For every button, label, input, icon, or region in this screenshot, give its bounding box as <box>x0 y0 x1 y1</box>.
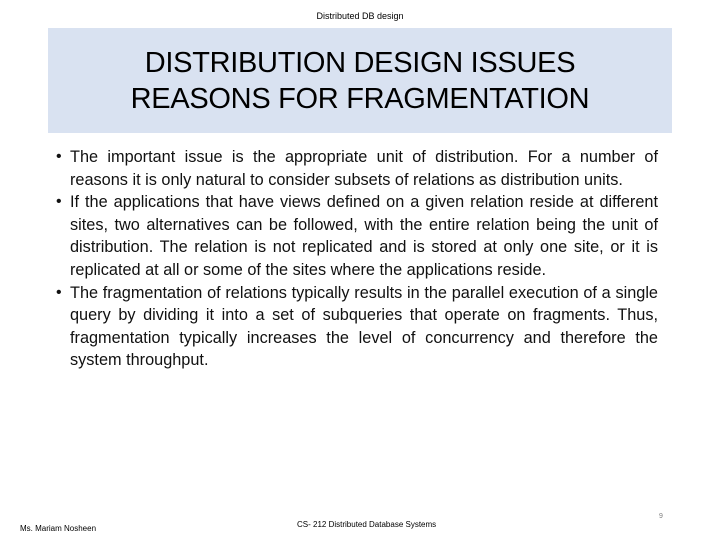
bullet-text: If the applications that have views defined on a given relation reside at different sites, two alternatives can be followed, with the entire relation being the unit of distribution. The relation is not replicated and is stored at only one site, or it is replicated at all or some of the sites where the applications reside. <box>70 193 658 279</box>
footer-course: CS- 212 Distributed Database Systems <box>297 520 437 529</box>
bullet-list <box>54 146 658 372</box>
slide-title-line-1: DISTRIBUTION DESIGN ISSUES <box>144 46 576 79</box>
bullet-text: The important issue is the appropriate unit of distribution. For a number of reasons it is only natural to consider subsets of relations as distribution units. <box>70 148 658 189</box>
bullet-item <box>54 146 658 191</box>
bullet-marker-icon: • <box>56 148 62 165</box>
bullet-marker-icon: • <box>56 283 62 301</box>
title-band <box>48 28 672 133</box>
bullet-item <box>54 282 658 372</box>
footer-author: Ms. Mariam Nosheen <box>20 524 97 533</box>
page-number: 9 <box>659 513 663 520</box>
bullet-text: The fragmentation of relations typically results in the parallel execution of a single query by dividing it into a set of subqueries that operate on fragments. Thus, fragmentation typically increases the level of concurrency and therefore the system throughput. <box>70 283 658 370</box>
slide-title-line-2: REASONS FOR FRAGMENTATION <box>130 82 590 115</box>
header-caption: Distributed DB design <box>316 11 404 21</box>
bullet-marker-icon: • <box>56 193 62 211</box>
bullet-item <box>54 191 658 281</box>
